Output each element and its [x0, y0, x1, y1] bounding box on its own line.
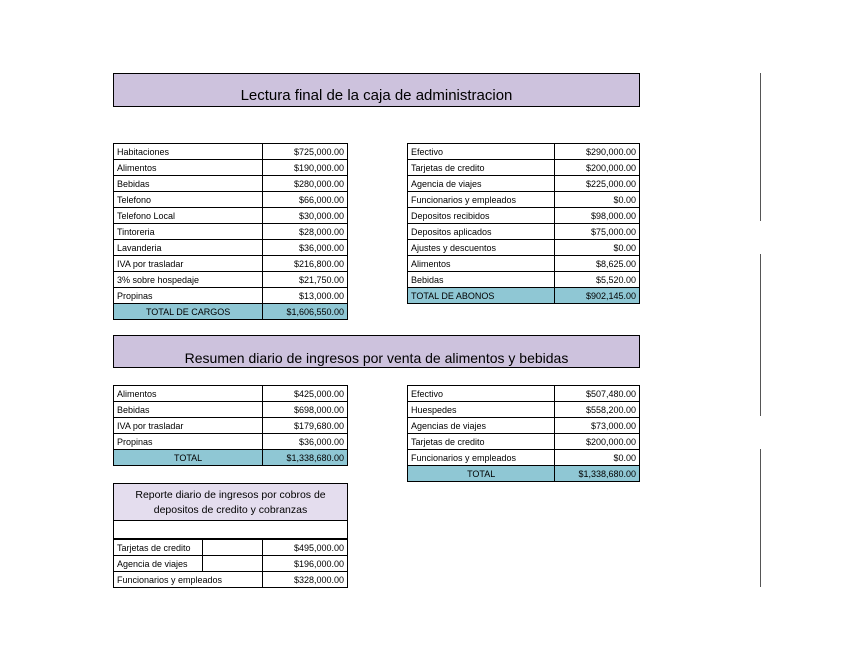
row-value: $280,000.00 — [263, 176, 348, 192]
table-row — [408, 434, 640, 450]
row-label: Funcionarios y empleados — [408, 450, 555, 466]
table-row — [408, 402, 640, 418]
table-row — [114, 418, 348, 434]
row-label: Ajustes y descuentos — [408, 240, 555, 256]
abonos-table — [407, 143, 640, 304]
table-row — [408, 256, 640, 272]
row-value: $0.00 — [555, 450, 640, 466]
total-label: TOTAL — [114, 450, 263, 466]
reporte-title-line1: Reporte diario de ingresos por cobros de — [135, 489, 326, 501]
cargos-table — [113, 143, 348, 320]
table-row — [408, 160, 640, 176]
row-label: Alimentos — [114, 160, 263, 176]
row-value: $290,000.00 — [555, 144, 640, 160]
row-value: $0.00 — [555, 192, 640, 208]
row-label: Huespedes — [408, 402, 555, 418]
row-label: Alimentos — [408, 256, 555, 272]
row-value: $328,000.00 — [263, 572, 348, 588]
table-row — [114, 572, 348, 588]
row-value: $507,480.00 — [555, 386, 640, 402]
total-row — [114, 304, 348, 320]
table-row — [114, 288, 348, 304]
table-row — [408, 418, 640, 434]
row-label: Efectivo — [408, 144, 555, 160]
total-value: $902,145.00 — [555, 288, 640, 304]
table-row — [114, 208, 348, 224]
reporte-title-box — [113, 483, 348, 521]
row-label: Agencia de viajes — [114, 556, 203, 572]
page-break-line — [760, 449, 761, 587]
main-title: Lectura final de la caja de administracion — [240, 87, 513, 104]
total-value: $1,338,680.00 — [263, 450, 348, 466]
total-label: TOTAL DE ABONOS — [408, 288, 555, 304]
row-value: $216,800.00 — [263, 256, 348, 272]
row-label: Tarjetas de credito — [408, 434, 555, 450]
page-break-line — [760, 73, 761, 221]
table-row — [114, 144, 348, 160]
empty-cell — [202, 540, 263, 556]
row-label: Depositos recibidos — [408, 208, 555, 224]
row-value: $21,750.00 — [263, 272, 348, 288]
row-value: $190,000.00 — [263, 160, 348, 176]
row-label: Alimentos — [114, 386, 263, 402]
total-row — [408, 288, 640, 304]
row-value: $75,000.00 — [555, 224, 640, 240]
reporte-table — [113, 539, 348, 588]
row-label: Funcionarios y empleados — [114, 572, 263, 588]
table-row — [114, 434, 348, 450]
row-value: $725,000.00 — [263, 144, 348, 160]
row-value: $698,000.00 — [263, 402, 348, 418]
table-row — [408, 144, 640, 160]
table-row — [408, 240, 640, 256]
total-value: $1,606,550.00 — [263, 304, 348, 320]
row-value: $5,520.00 — [555, 272, 640, 288]
row-label: Telefono Local — [114, 208, 263, 224]
table-row — [408, 450, 640, 466]
row-value: $13,000.00 — [263, 288, 348, 304]
table-row — [114, 386, 348, 402]
table-row — [114, 402, 348, 418]
row-label: Propinas — [114, 434, 263, 450]
table-row — [408, 192, 640, 208]
row-value: $98,000.00 — [555, 208, 640, 224]
table-row — [114, 272, 348, 288]
table-row — [114, 224, 348, 240]
row-label: Lavanderia — [114, 240, 263, 256]
total-label: TOTAL — [408, 466, 555, 482]
table-row — [408, 208, 640, 224]
formas-pago-table — [407, 385, 640, 482]
resumen-title: Resumen diario de ingresos por venta de alimentos y bebidas — [184, 350, 569, 366]
table-row — [114, 256, 348, 272]
row-value: $73,000.00 — [555, 418, 640, 434]
row-value: $425,000.00 — [263, 386, 348, 402]
reporte-title-line2: depositos de credito y cobranzas — [153, 504, 308, 516]
row-value: $30,000.00 — [263, 208, 348, 224]
row-label: 3% sobre hospedaje — [114, 272, 263, 288]
row-label: Efectivo — [408, 386, 555, 402]
row-value: $8,625.00 — [555, 256, 640, 272]
table-row — [408, 224, 640, 240]
row-label: Agencias de viajes — [408, 418, 555, 434]
ventas-table — [113, 385, 348, 466]
row-value: $179,680.00 — [263, 418, 348, 434]
row-label: Funcionarios y empleados — [408, 192, 555, 208]
table-row — [114, 240, 348, 256]
total-value: $1,338,680.00 — [555, 466, 640, 482]
row-value: $66,000.00 — [263, 192, 348, 208]
reporte-blank-row — [113, 521, 348, 539]
row-value: $225,000.00 — [555, 176, 640, 192]
row-label: IVA por trasladar — [114, 418, 263, 434]
row-label: Agencia de viajes — [408, 176, 555, 192]
row-value: $558,200.00 — [555, 402, 640, 418]
table-row — [114, 176, 348, 192]
row-label: Bebidas — [114, 176, 263, 192]
row-label: Telefono — [114, 192, 263, 208]
row-label: Tarjetas de credito — [408, 160, 555, 176]
total-label: TOTAL DE CARGOS — [114, 304, 263, 320]
row-value: $196,000.00 — [263, 556, 348, 572]
table-row — [408, 272, 640, 288]
row-value: $36,000.00 — [263, 240, 348, 256]
row-label: Tintoreria — [114, 224, 263, 240]
row-label: Bebidas — [114, 402, 263, 418]
resumen-title-box — [113, 335, 640, 368]
table-row — [408, 386, 640, 402]
table-row — [114, 556, 348, 572]
table-row — [114, 160, 348, 176]
row-value: $36,000.00 — [263, 434, 348, 450]
row-label: Depositos aplicados — [408, 224, 555, 240]
row-value: $200,000.00 — [555, 434, 640, 450]
table-row — [408, 176, 640, 192]
empty-cell — [202, 556, 263, 572]
row-label: Bebidas — [408, 272, 555, 288]
page-break-line — [760, 254, 761, 416]
row-value: $200,000.00 — [555, 160, 640, 176]
row-label: Habitaciones — [114, 144, 263, 160]
row-label: Tarjetas de credito — [114, 540, 203, 556]
table-row — [114, 192, 348, 208]
row-value: $0.00 — [555, 240, 640, 256]
row-label: IVA por trasladar — [114, 256, 263, 272]
row-value: $495,000.00 — [263, 540, 348, 556]
row-label: Propinas — [114, 288, 263, 304]
total-row — [114, 450, 348, 466]
row-value: $28,000.00 — [263, 224, 348, 240]
table-row — [114, 540, 348, 556]
main-title-box — [113, 73, 640, 107]
total-row — [408, 466, 640, 482]
